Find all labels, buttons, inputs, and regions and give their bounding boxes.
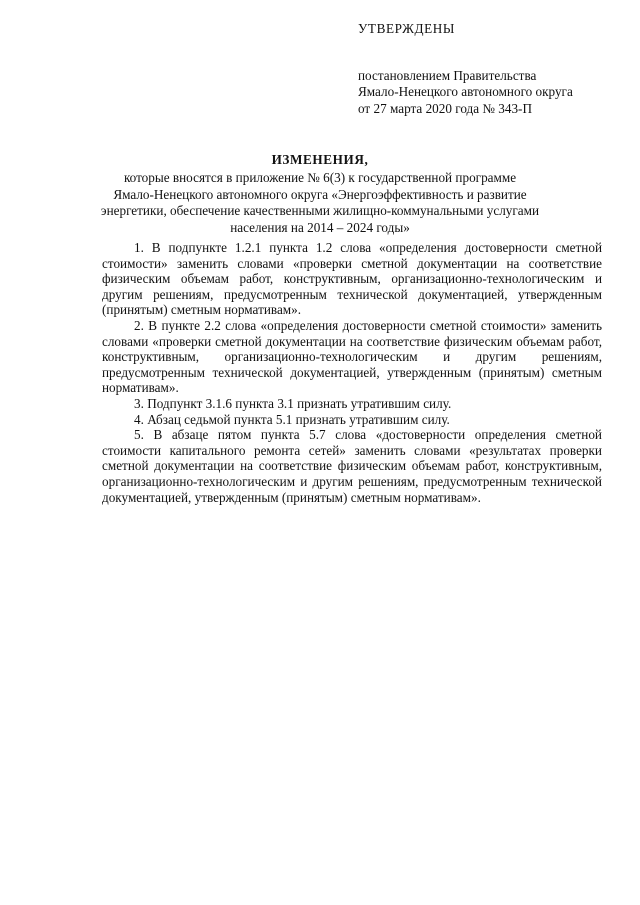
approval-line-resolution: постановлением Правительства <box>358 67 537 83</box>
heading-line: Ямало-Ненецкого автономного округа «Энергоэффективность и развитие <box>113 186 527 202</box>
heading-line: населения на 2014 – 2024 годы» <box>230 219 410 235</box>
amendment-item-4: 4. Абзац седьмой пункта 5.1 признать утратившим силу. <box>134 411 450 427</box>
approval-line-region: Ямало-Ненецкого автономного округа <box>358 84 573 99</box>
amendment-item-5: 5. В абзаце пятом пункта 5.7 слова «достоверности определения сметной стоимости капитального ремонта сетей» заменить словами «результатах проверки сметной документации на соответствие физическим объемам работ, конструктивным, организационно-технологическим и другим решениям, предусмотренным технической документацией, утвержденным (принятым) сметным нормативам». <box>102 427 602 505</box>
heading-line: энергетики, обеспечение качественными жилищно-коммунальными услугами <box>100 203 540 218</box>
approval-title: УТВЕРЖДЕНЫ <box>358 21 456 36</box>
document-heading <box>100 150 540 236</box>
heading-line: которые вносятся в приложение № 6(3) к государственной программе <box>123 170 517 185</box>
approval-block <box>358 21 618 117</box>
amendments-list <box>102 240 602 505</box>
amendment-item-3: 3. Подпункт 3.1.6 пункта 3.1 признать утратившим силу. <box>134 395 452 411</box>
heading-title: ИЗМЕНЕНИЯ, <box>271 152 369 167</box>
amendment-item-1: 1. В подпункте 1.2.1 пункта 1.2 слова «определения достоверности сметной стоимости» заменить словами «проверки сметной документации на соответствие физическим объемам работ, конструктивным, организационно-технологическим и другим решениям, предусмотренным технической документацией, утвержденным (принятым) сметным нормативам». <box>102 240 602 318</box>
approval-line-date: от 27 марта 2020 года № 343-П <box>358 100 532 116</box>
amendment-item-2: 2. В пункте 2.2 слова «определения достоверности сметной стоимости» заменить словами «проверки сметной документации на соответствие физическим объемам работ, конструктивным, организационно-технологическим и другим решениям, предусмотренным технической документацией, утвержденным (принятым) сметным нормативам». <box>102 317 602 396</box>
